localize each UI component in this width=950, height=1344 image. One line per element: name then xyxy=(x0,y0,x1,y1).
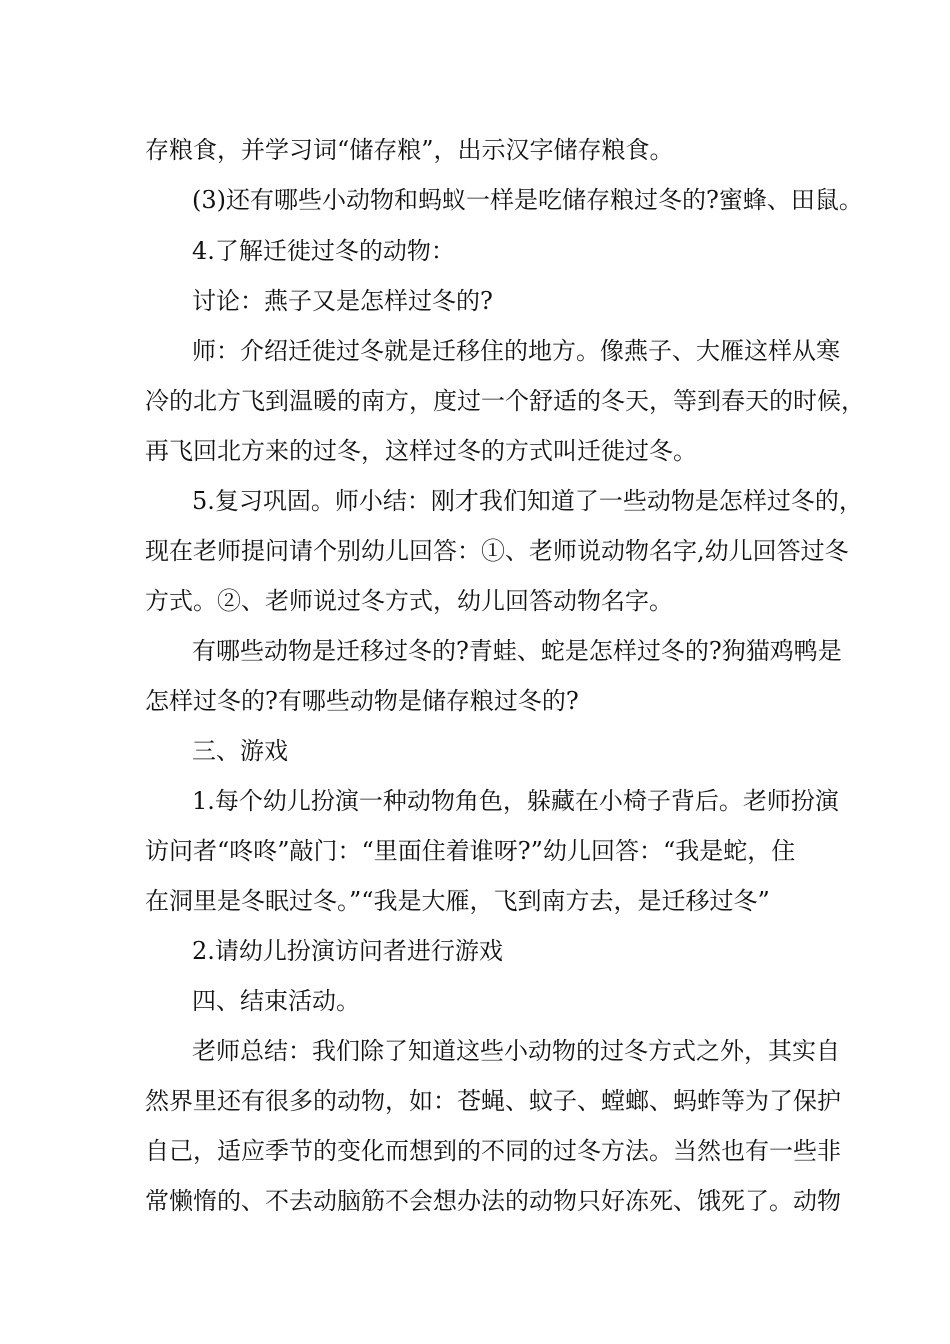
text-line: 5.复习巩固。师小结：刚才我们知道了一些动物是怎样过冬的， xyxy=(192,487,863,515)
text-line: 怎样过冬的?有哪些动物是储存粮过冬的? xyxy=(145,687,579,715)
text-line: 冷的北方飞到温暖的南方，度过一个舒适的冬天，等到春天的时候， xyxy=(145,387,865,415)
text-line: 4.了解迁徙过冬的动物： xyxy=(192,237,455,265)
text-line: 常懒惰的、不去动脑筋不会想办法的动物只好冻死、饿死了。动物 xyxy=(145,1187,841,1215)
text-line: 存粮食，并学习词“储存粮”，出示汉字储存粮食。 xyxy=(145,136,674,164)
text-line: 访问者“咚咚”敲门：“里面住着谁呀?”幼儿回答：“我是蛇，住 xyxy=(145,837,796,865)
text-line: 自己，适应季节的变化而想到的不同的过冬方法。当然也有一些非 xyxy=(145,1137,841,1165)
text-line: 讨论：燕子又是怎样过冬的? xyxy=(192,287,493,315)
text-line: 老师总结：我们除了知道这些小动物的过冬方式之外，其实自 xyxy=(192,1037,840,1065)
text-line: 在洞里是冬眠过冬。”“我是大雁，飞到南方去，是迁移过冬” xyxy=(145,887,770,915)
section-heading: 四、结束活动。 xyxy=(192,987,360,1015)
text-line: 方式。②、老师说过冬方式，幼儿回答动物名字。 xyxy=(145,587,673,615)
text-line: 然界里还有很多的动物，如：苍蝇、蚊子、螳螂、蚂蚱等为了保护 xyxy=(145,1087,841,1115)
text-line: 师：介绍迁徙过冬就是迁移住的地方。像燕子、大雁这样从寒 xyxy=(192,337,840,365)
text-line: 有哪些动物是迁移过冬的?青蛙、蛇是怎样过冬的?狗猫鸡鸭是 xyxy=(192,637,842,665)
text-line: 再飞回北方来的过冬，这样过冬的方式叫迁徙过冬。 xyxy=(145,437,697,465)
text-line: 2.请幼儿扮演访问者进行游戏 xyxy=(192,937,503,965)
text-line: (3)还有哪些小动物和蚂蚁一样是吃储存粮过冬的?蜜蜂、田鼠。 xyxy=(192,186,863,214)
section-heading: 三、游戏 xyxy=(192,737,288,765)
text-line: 1.每个幼儿扮演一种动物角色，躲藏在小椅子背后。老师扮演 xyxy=(192,787,839,815)
text-line: 现在老师提问请个别幼儿回答：①、老师说动物名字,幼儿回答过冬 xyxy=(145,537,849,565)
